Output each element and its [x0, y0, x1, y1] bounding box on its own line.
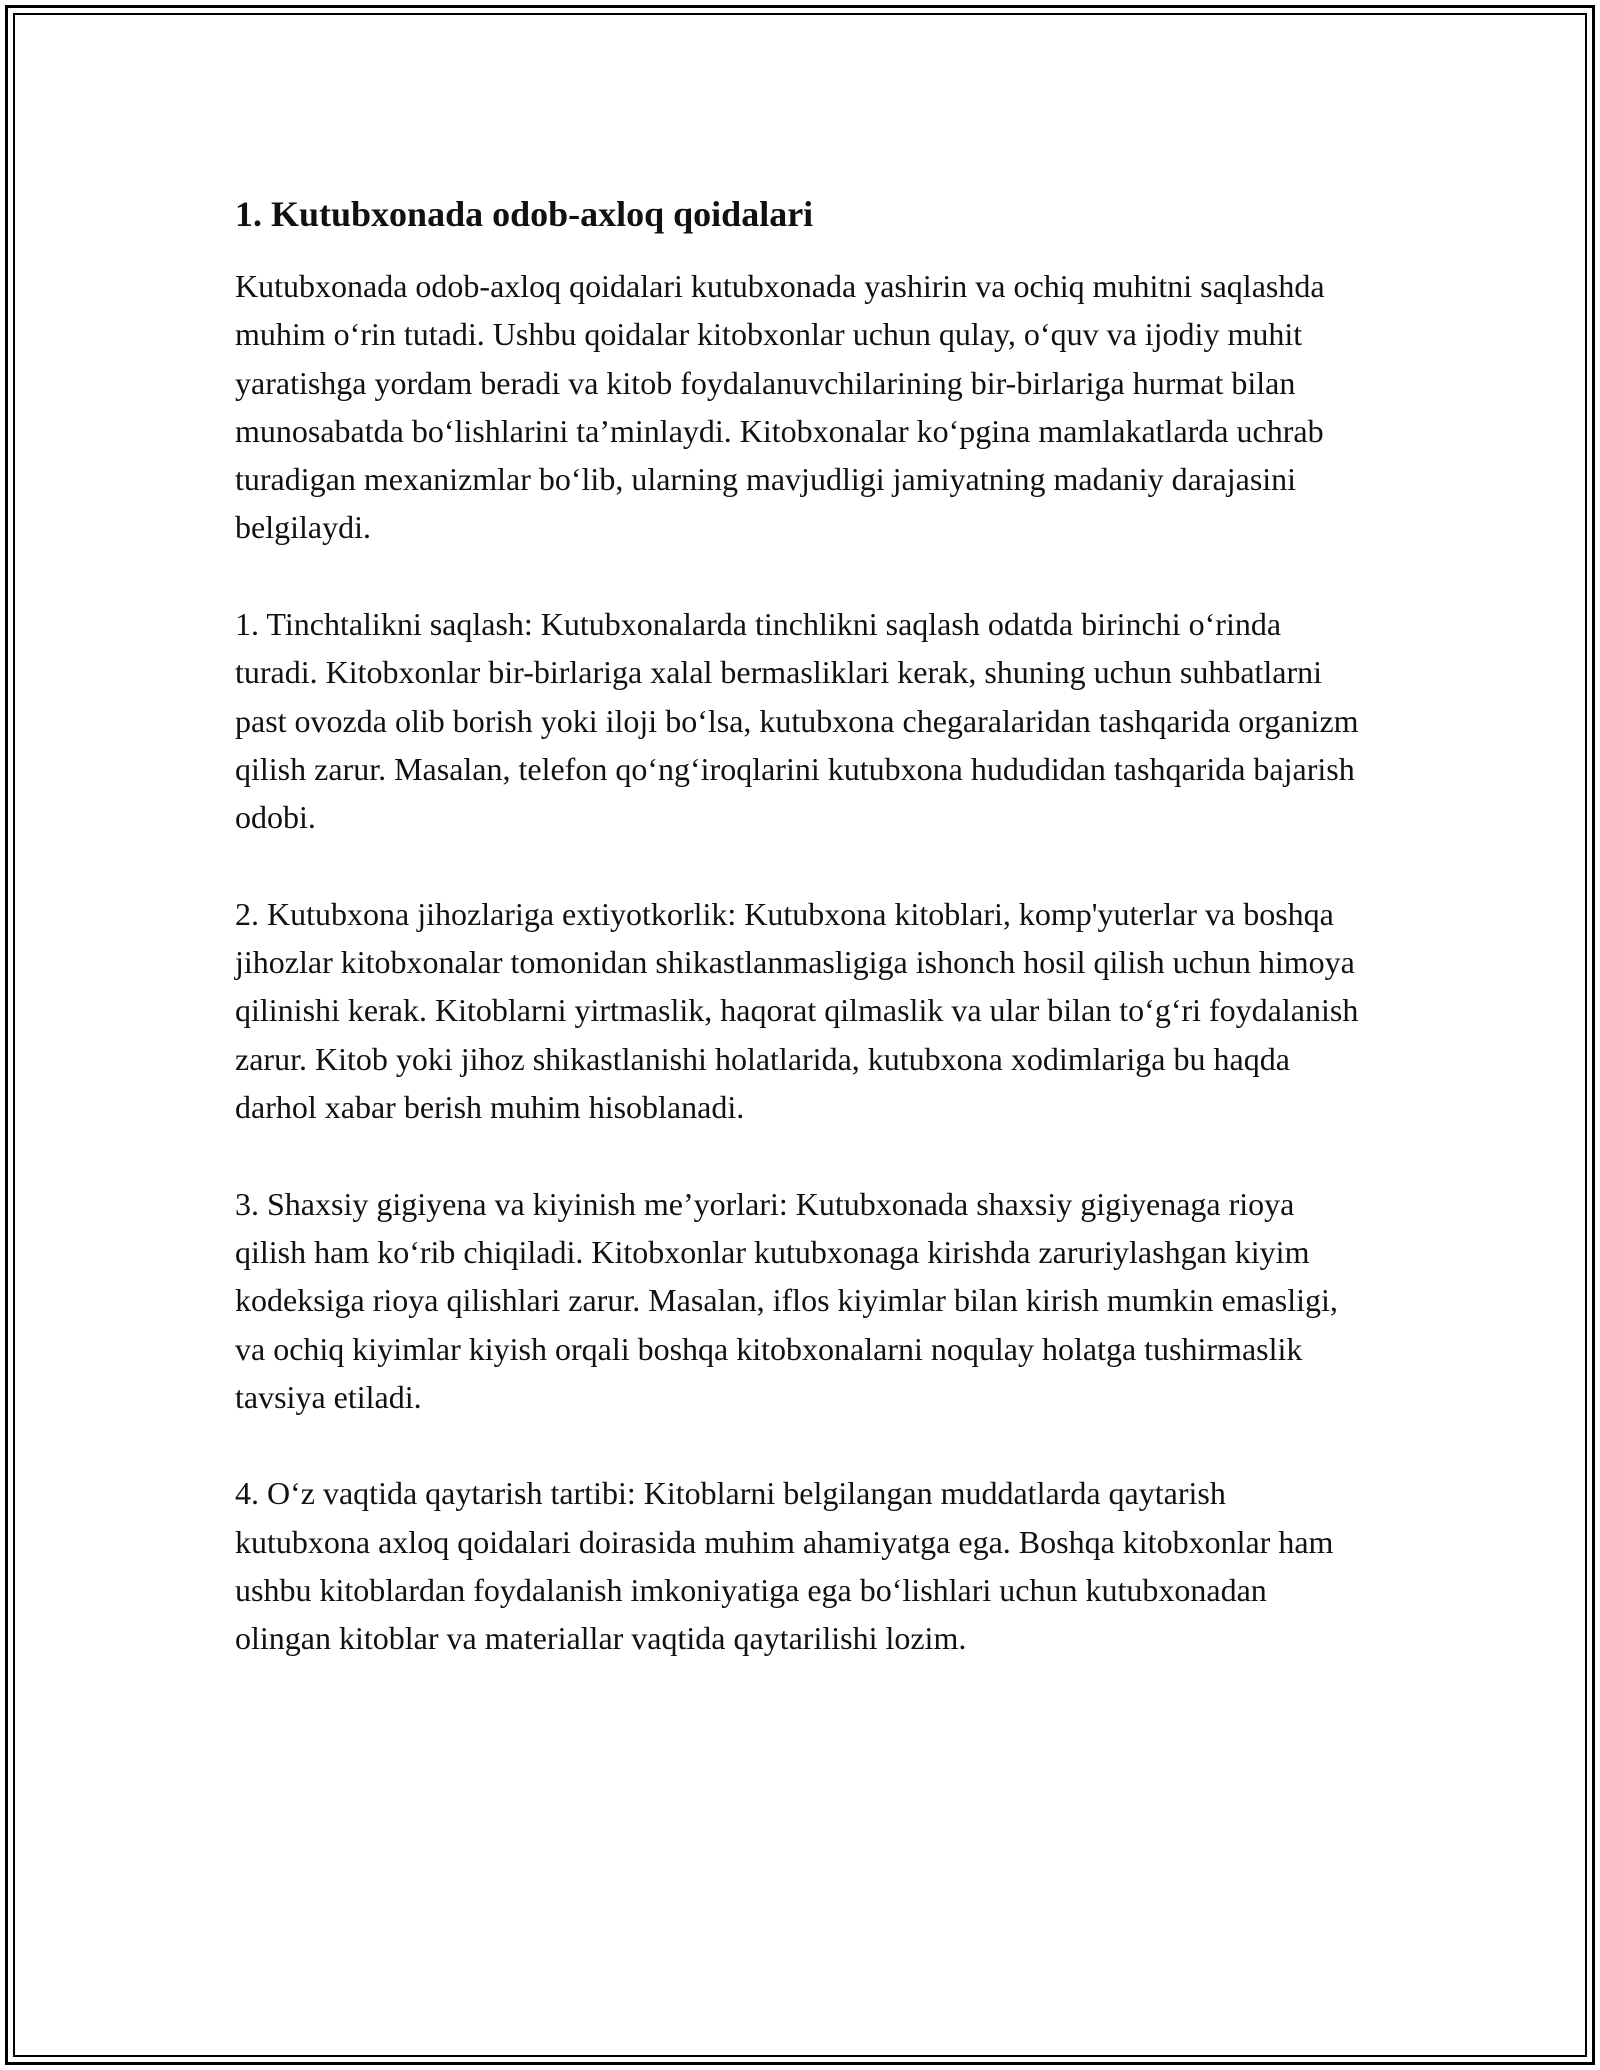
- rule-paragraph-2: 2. Kutubxona jihozlariga extiyotkorlik: Kutubxona kitoblari, komp'yuterlar va boshqa jihozlar kitobxonalar tomonidan shikastlanmasligiga ishonch hosil qilish uchun himoya qilinishi kerak. Kitoblarni yirtmaslik, haqorat qilmaslik va ular bilan to‘g‘ri foydalanish zarur. Kitob yoki jihoz shikastlanishi holatlarida, kutubxona xodimlariga bu haqda darhol xabar berish muhim hisoblanadi.: [235, 895, 1359, 1126]
- document-body: [235, 186, 1365, 1663]
- section-heading: 1. Kutubxonada odob-axloq qoidalari: [235, 194, 814, 234]
- rule-paragraph-3: 3. Shaxsiy gigiyena va kiyinish me’yorlari: Kutubxonada shaxsiy gigiyenaga rioya qilish ham ko‘rib chiqiladi. Kitobxonlar kutubxonaga kirishda zaruriylashgan kiyim kodeksiga rioya qilishlari zarur. Masalan, iflos kiyimlar bilan kirish mumkin emasligi, va ochiq kiyimlar kiyish orqali boshqa kitobxonalarni noqulay holatga tushirmaslik tavsiya etiladi.: [235, 1185, 1338, 1415]
- rule-paragraph-1: 1. Tinchtalikni saqlash: Kutubxonalarda tinchlikni saqlash odatda birinchi o‘rinda turadi. Kitobxonlar bir-birlariga xalal bermasliklari kerak, shuning uchun suhbatlarni past ovozda olib borish yoki iloji bo‘lsa, kutubxona chegaralaridan tashqarida organizm qilish zarur. Masalan, telefon qo‘ng‘iroqlarini kutubxona hududidan tashqarida bajarish odobi.: [235, 606, 1359, 836]
- rule-paragraph-4: 4. O‘z vaqtida qaytarish tartibi: Kitoblarni belgilangan muddatlarda qaytarish kutubxona axloq qoidalari doirasida muhim ahamiyatga ega. Boshqa kitobxonlar ham ushbu kitoblardan foydalanish imkoniyatiga ega bo‘lishlari uchun kutubxonadan olingan kitoblar va materiallar vaqtida qaytarilishi lozim.: [235, 1475, 1334, 1657]
- intro-paragraph: Kutubxonada odob-axloq qoidalari kutubxonada yashirin va ochiq muhitni saqlashda muhim o‘rin tutadi. Ushbu qoidalar kitobxonlar uchun qulay, o‘quv va ijodiy muhit yaratishga yordam beradi va kitob foydalanuvchilarining bir-birlariga hurmat bilan munosabatda bo‘lishlarini ta’minlaydi. Kitobxonalar ko‘pgina mamlakatlarda uchrab turadigan mexanizmlar bo‘lib, ularning mavjudligi jamiyatning madaniy darajasini belgilaydi.: [235, 268, 1325, 546]
